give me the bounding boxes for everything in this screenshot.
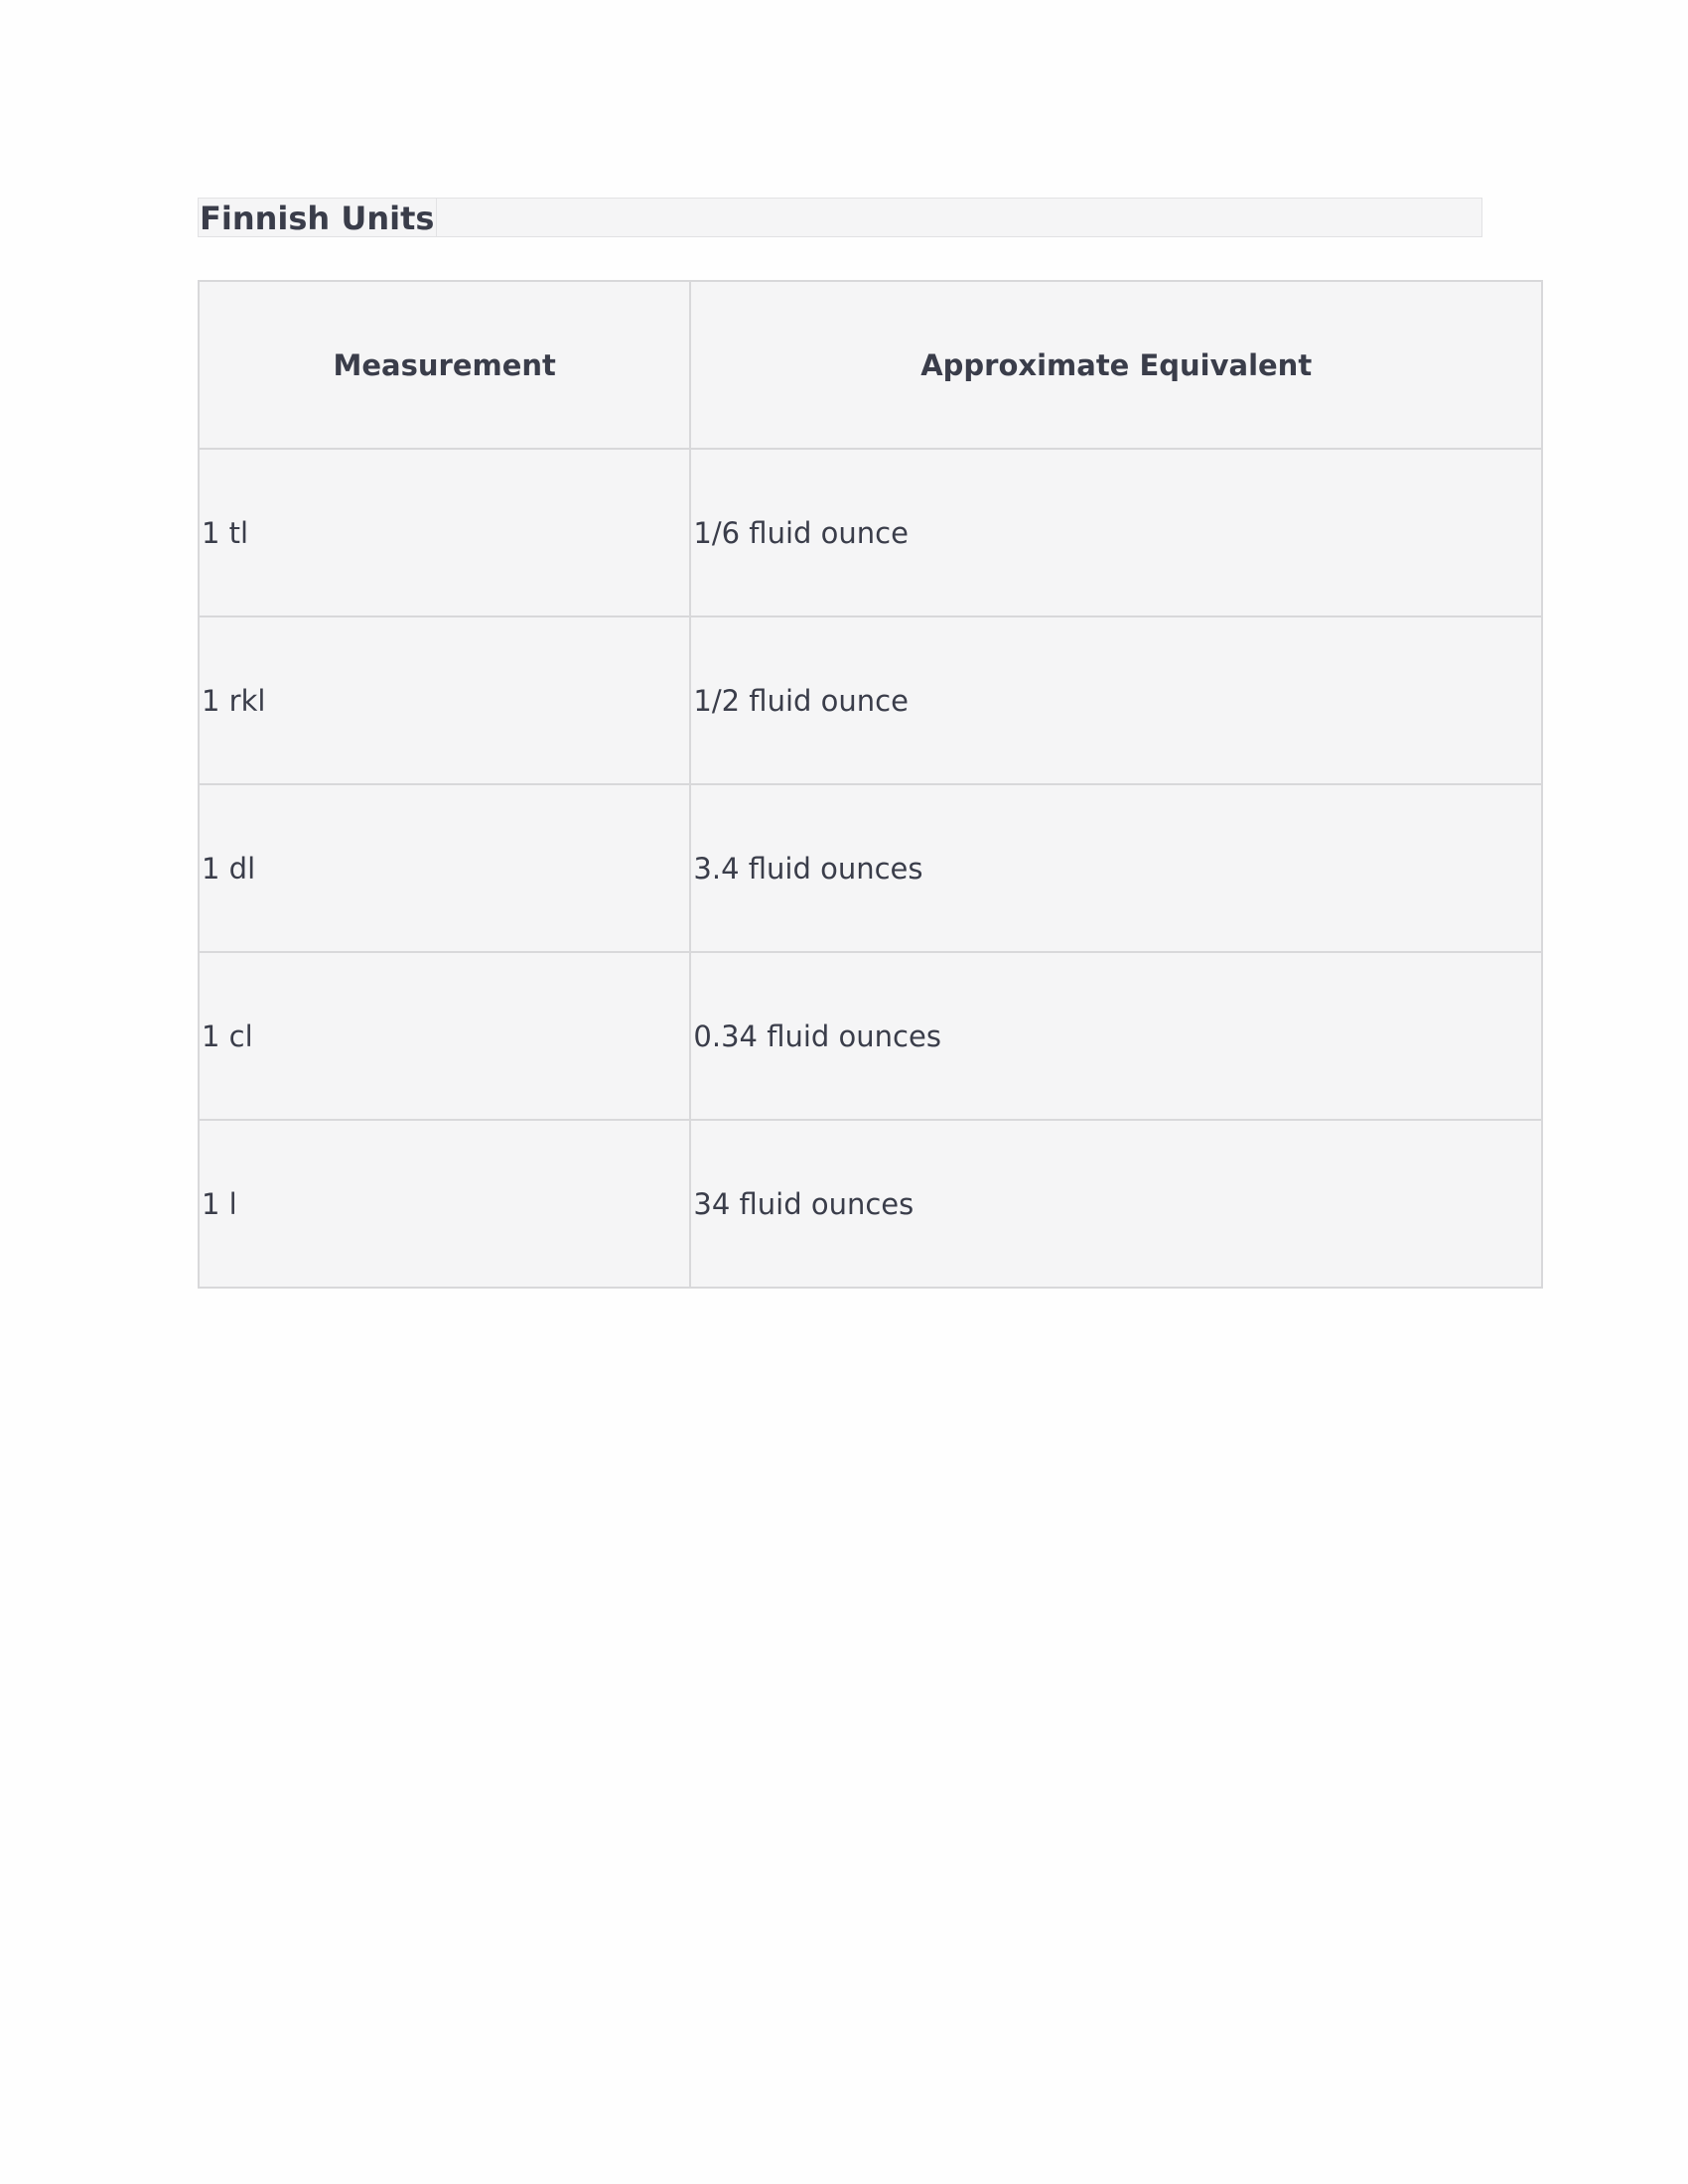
measurement-cell: 1 rkl xyxy=(199,616,690,784)
table-row xyxy=(199,1120,1542,1288)
measurement-cell: 1 tl xyxy=(199,449,690,616)
table-row xyxy=(199,952,1542,1120)
title-bar xyxy=(198,198,1482,237)
column-header-measurement: Measurement xyxy=(199,281,690,449)
measurement-cell: 1 l xyxy=(199,1120,690,1288)
measurement-cell: 1 dl xyxy=(199,784,690,952)
table-header-row xyxy=(199,281,1542,449)
equivalent-cell: 1/6 fluid ounce xyxy=(690,449,1542,616)
table-row xyxy=(199,449,1542,616)
equivalent-cell: 34 fluid ounces xyxy=(690,1120,1542,1288)
page-title: Finnish Units xyxy=(199,199,437,236)
equivalent-cell: 1/2 fluid ounce xyxy=(690,616,1542,784)
table-row xyxy=(199,616,1542,784)
table-row xyxy=(199,784,1542,952)
column-header-equivalent: Approximate Equivalent xyxy=(690,281,1542,449)
units-table xyxy=(198,280,1543,1289)
equivalent-cell: 0.34 fluid ounces xyxy=(690,952,1542,1120)
measurement-cell: 1 cl xyxy=(199,952,690,1120)
equivalent-cell: 3.4 fluid ounces xyxy=(690,784,1542,952)
